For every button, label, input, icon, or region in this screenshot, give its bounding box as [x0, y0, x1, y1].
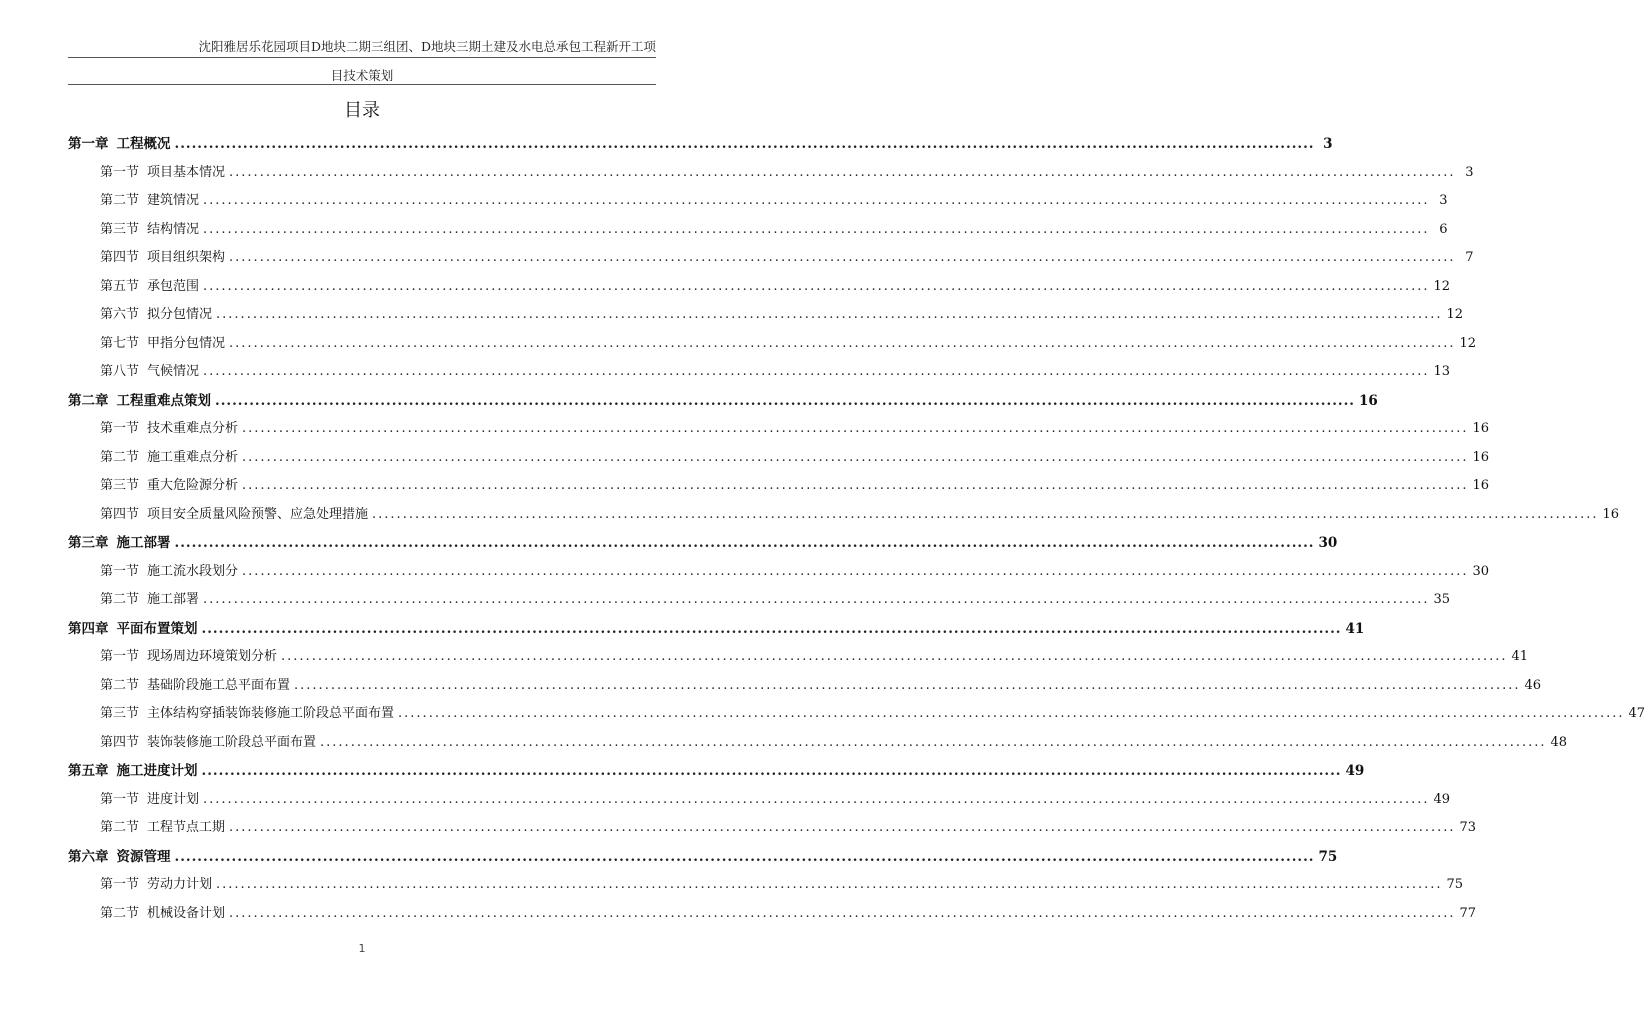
- toc-section-entry[interactable]: [68, 187, 1448, 216]
- toc-entry-page-number: 13: [1433, 364, 1451, 379]
- toc-entry-number: 第四节: [100, 250, 140, 265]
- dot-leader: ........................................................................................................................................................................................................: [398, 706, 1625, 721]
- toc-entry-number: 第六章: [68, 848, 109, 865]
- toc-entry-number: 第二节: [100, 449, 140, 465]
- dot-leader: ........................................................................................................................................................................................................: [201, 763, 1342, 779]
- toc-entry-page-number: 49: [1433, 791, 1451, 807]
- toc-entry-page-number: 3: [1323, 136, 1333, 152]
- toc-section-entry[interactable]: [68, 444, 1490, 473]
- dot-leader: ........................................................................................................................................................................................................: [294, 677, 1521, 693]
- dot-leader: ........................................................................................................................................................................................................: [229, 335, 1456, 351]
- dot-leader: ........................................................................................................................................................................................................: [242, 421, 1469, 436]
- toc-chapter-entry[interactable]: [68, 130, 1333, 159]
- toc-entry-page-number: 16: [1602, 506, 1620, 522]
- toc-entry-page-number: 49: [1345, 763, 1365, 779]
- table-of-contents: [68, 130, 1645, 928]
- toc-entry-title: 资源管理: [116, 848, 171, 865]
- dot-leader: ........................................................................................................................................................................................................: [281, 649, 1508, 664]
- toc-entry-page-number: 46: [1524, 677, 1542, 693]
- toc-entry-page-number: 41: [1511, 649, 1529, 664]
- toc-entry-title: 进度计划: [147, 791, 200, 807]
- toc-entry-title: 项目安全质量风险预警、应急处理措施: [147, 506, 369, 522]
- toc-entry-title: 拟分包情况: [147, 307, 213, 322]
- dot-leader: ........................................................................................................................................................................................................: [242, 563, 1469, 579]
- toc-entry-page-number: 6: [1439, 221, 1448, 237]
- toc-entry-page-number: 48: [1550, 734, 1568, 750]
- dot-leader: ........................................................................................................................................................................................................: [216, 877, 1443, 892]
- toc-section-entry[interactable]: [68, 643, 1529, 672]
- toc-entry-page-number: 16: [1359, 392, 1378, 409]
- dot-leader: ........................................................................................................................................................................................................: [201, 620, 1342, 637]
- toc-entry-title: 主体结构穿插装饰装修施工阶段总平面布置: [147, 706, 395, 721]
- toc-entry-number: 第一节: [100, 421, 140, 436]
- dot-leader: ........................................................................................................................................................................................................: [229, 820, 1456, 835]
- toc-entry-title: 承包范围: [147, 278, 200, 294]
- dot-leader: ........................................................................................................................................................................................................: [215, 392, 1355, 409]
- toc-entry-number: 第一节: [100, 791, 140, 807]
- toc-entry-title: 重大危险源分析: [147, 478, 239, 493]
- toc-entry-page-number: 16: [1472, 421, 1490, 436]
- toc-entry-title: 气候情况: [147, 364, 200, 379]
- toc-section-entry[interactable]: [68, 786, 1451, 815]
- toc-section-entry[interactable]: [68, 358, 1451, 387]
- toc-entry-title: 建筑情况: [147, 193, 200, 208]
- toc-entry-number: 第六节: [100, 307, 140, 322]
- toc-entry-number: 第二节: [100, 677, 140, 693]
- toc-entry-number: 第一节: [100, 649, 140, 664]
- running-header-continued: 目技术策划: [330, 68, 394, 83]
- dot-leader: ........................................................................................................................................................................................................: [174, 848, 1315, 865]
- toc-section-entry[interactable]: [68, 729, 1568, 758]
- toc-entry-page-number: 12: [1459, 335, 1477, 351]
- toc-chapter-entry[interactable]: [68, 843, 1338, 872]
- dot-leader: ........................................................................................................................................................................................................: [203, 364, 1430, 379]
- toc-entry-page-number: 77: [1459, 905, 1477, 921]
- toc-entry-number: 第二节: [100, 905, 140, 921]
- toc-chapter-entry[interactable]: [68, 529, 1338, 558]
- toc-entry-title: 工程重难点策划: [116, 392, 211, 409]
- toc-entry-page-number: 12: [1446, 307, 1464, 322]
- toc-entry-title: 甲指分包情况: [147, 335, 226, 351]
- toc-entry-page-number: 75: [1446, 877, 1464, 892]
- toc-chapter-entry[interactable]: [68, 387, 1378, 416]
- toc-entry-title: 劳动力计划: [147, 877, 213, 892]
- toc-entry-number: 第七节: [100, 335, 140, 351]
- toc-entry-title: 结构情况: [147, 221, 200, 237]
- toc-entry-number: 第二节: [100, 592, 140, 607]
- toc-section-entry[interactable]: [68, 558, 1490, 587]
- toc-entry-page-number: 7: [1465, 250, 1474, 265]
- toc-section-entry[interactable]: [68, 871, 1464, 900]
- toc-section-entry[interactable]: [68, 159, 1474, 188]
- toc-entry-page-number: 16: [1472, 478, 1490, 493]
- toc-section-entry[interactable]: [68, 501, 1620, 530]
- dot-leader: ........................................................................................................................................................................................................: [174, 136, 1315, 152]
- toc-entry-page-number: 12: [1433, 278, 1451, 294]
- toc-entry-page-number: 3: [1439, 193, 1448, 208]
- toc-entry-number: 第一章: [68, 136, 109, 152]
- dot-leader: ........................................................................................................................................................................................................: [229, 250, 1456, 265]
- toc-entry-title: 项目组织架构: [147, 250, 226, 265]
- toc-entry-number: 第八节: [100, 364, 140, 379]
- toc-chapter-entry[interactable]: [68, 615, 1365, 644]
- dot-leader: ........................................................................................................................................................................................................: [174, 535, 1315, 551]
- toc-entry-number: 第一节: [100, 164, 140, 180]
- toc-entry-page-number: 16: [1472, 449, 1490, 465]
- toc-entry-number: 第五章: [68, 763, 109, 779]
- toc-entry-number: 第四节: [100, 506, 140, 522]
- dot-leader: ........................................................................................................................................................................................................: [242, 478, 1469, 493]
- toc-entry-page-number: 47: [1628, 706, 1645, 721]
- toc-section-entry[interactable]: [68, 672, 1542, 701]
- toc-entry-title: 技术重难点分析: [147, 421, 239, 436]
- header-rule: [68, 57, 656, 58]
- toc-entry-page-number: 3: [1465, 164, 1474, 180]
- toc-section-entry[interactable]: [68, 301, 1464, 330]
- dot-leader: ........................................................................................................................................................................................................: [203, 193, 1430, 208]
- toc-entry-number: 第一节: [100, 877, 140, 892]
- toc-entry-title: 现场周边环境策划分析: [147, 649, 278, 664]
- dot-leader: ........................................................................................................................................................................................................: [203, 592, 1430, 607]
- toc-entry-number: 第三章: [68, 535, 109, 551]
- toc-entry-number: 第一节: [100, 563, 140, 579]
- header-underline: [68, 84, 656, 85]
- toc-entry-number: 第三节: [100, 706, 140, 721]
- toc-entry-number: 第三节: [100, 221, 140, 237]
- toc-entry-title: 工程节点工期: [147, 820, 226, 835]
- toc-entry-page-number: 75: [1318, 848, 1338, 865]
- toc-chapter-entry[interactable]: [68, 757, 1365, 786]
- dot-leader: ........................................................................................................................................................................................................: [216, 307, 1443, 322]
- toc-section-entry[interactable]: [68, 273, 1451, 302]
- dot-leader: ........................................................................................................................................................................................................: [229, 164, 1456, 180]
- toc-entry-page-number: 30: [1472, 563, 1490, 579]
- toc-entry-number: 第四章: [68, 620, 109, 637]
- toc-entry-number: 第三节: [100, 478, 140, 493]
- toc-entry-title: 平面布置策划: [116, 620, 198, 637]
- toc-entry-number: 第二节: [100, 193, 140, 208]
- dot-leader: ........................................................................................................................................................................................................: [242, 449, 1469, 465]
- toc-entry-page-number: 35: [1433, 592, 1451, 607]
- toc-section-entry[interactable]: [68, 415, 1490, 444]
- dot-leader: ........................................................................................................................................................................................................: [203, 221, 1430, 237]
- toc-entry-number: 第四节: [100, 734, 140, 750]
- toc-section-entry[interactable]: [68, 700, 1645, 729]
- toc-title: 目录: [344, 100, 380, 121]
- dot-leader: ........................................................................................................................................................................................................: [203, 791, 1430, 807]
- toc-entry-title: 基础阶段施工总平面布置: [147, 677, 291, 693]
- toc-entry-title: 施工流水段划分: [147, 563, 239, 579]
- toc-entry-title: 装饰装修施工阶段总平面布置: [147, 734, 317, 750]
- toc-entry-title: 工程概况: [116, 136, 171, 152]
- dot-leader: ........................................................................................................................................................................................................: [229, 905, 1456, 921]
- toc-entry-title: 机械设备计划: [147, 905, 226, 921]
- toc-section-entry[interactable]: [68, 472, 1490, 501]
- toc-entry-title: 施工进度计划: [116, 763, 198, 779]
- toc-section-entry[interactable]: [68, 586, 1451, 615]
- toc-entry-number: 第二节: [100, 820, 140, 835]
- toc-section-entry[interactable]: [68, 244, 1474, 273]
- toc-section-entry[interactable]: [68, 216, 1448, 245]
- running-header: 沈阳雅居乐花园项目D地块二期三组团、D地块三期土建及水电总承包工程新开工项: [198, 39, 656, 54]
- page-number: 1: [358, 942, 366, 955]
- toc-entry-title: 项目基本情况: [147, 164, 226, 180]
- toc-section-entry[interactable]: [68, 330, 1477, 359]
- toc-entry-title: 施工部署: [147, 592, 200, 607]
- toc-entry-page-number: 73: [1459, 820, 1477, 835]
- toc-section-entry[interactable]: [68, 814, 1477, 843]
- dot-leader: ........................................................................................................................................................................................................: [320, 734, 1547, 750]
- dot-leader: ........................................................................................................................................................................................................: [372, 506, 1599, 522]
- toc-entry-number: 第二章: [68, 392, 109, 409]
- toc-entry-page-number: 41: [1345, 620, 1365, 637]
- toc-entry-page-number: 30: [1318, 535, 1338, 551]
- toc-entry-title: 施工重难点分析: [147, 449, 239, 465]
- toc-section-entry[interactable]: [68, 900, 1477, 929]
- dot-leader: ........................................................................................................................................................................................................: [203, 278, 1430, 294]
- toc-entry-title: 施工部署: [116, 535, 171, 551]
- toc-entry-number: 第五节: [100, 278, 140, 294]
